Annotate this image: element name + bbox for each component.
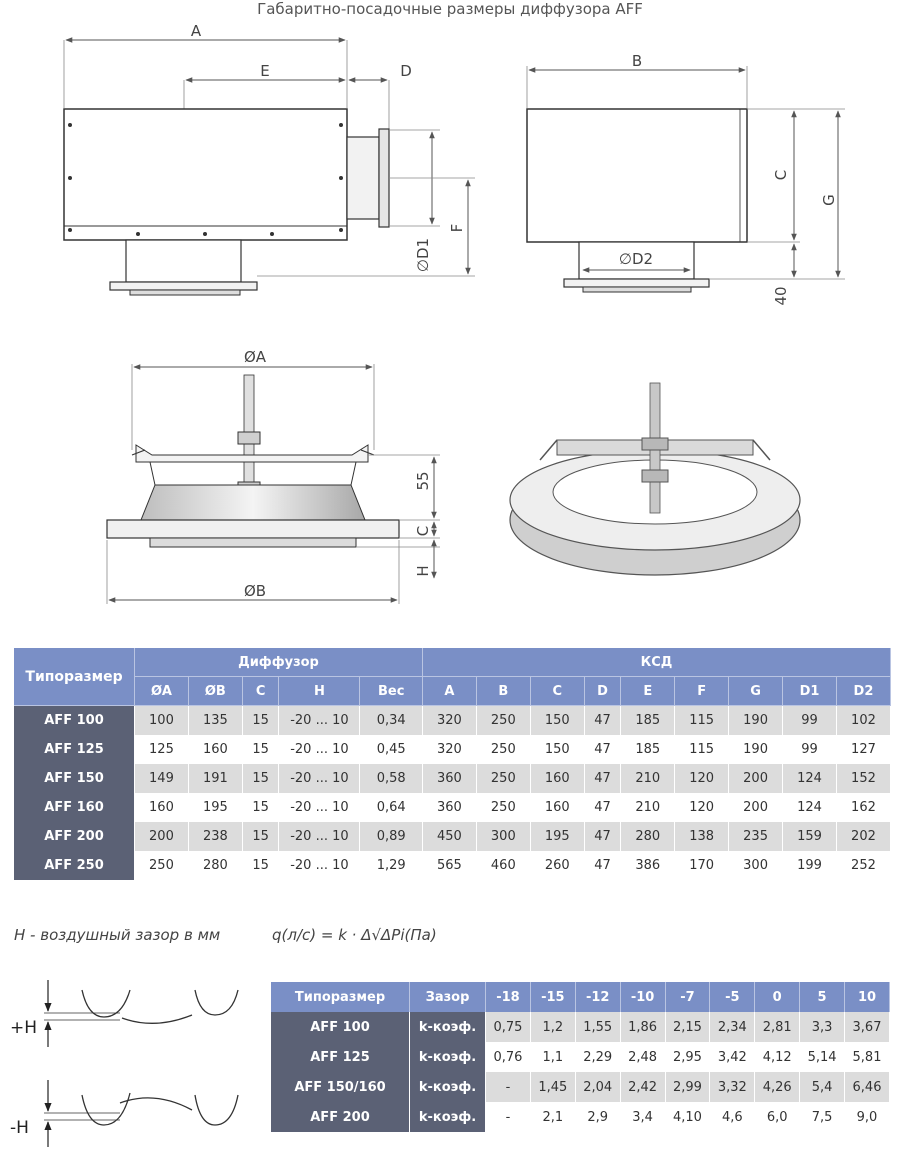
table-cell: 3,67 — [845, 1012, 890, 1042]
col-header: A — [422, 677, 476, 706]
row-size-label: AFF 150/160 — [271, 1072, 410, 1102]
table-cell: 160 — [188, 735, 242, 764]
table-cell: 15 — [242, 764, 279, 793]
table-cell: 15 — [242, 706, 279, 736]
table-cell: 2,9 — [575, 1102, 620, 1132]
dim-f-label: F — [448, 223, 466, 233]
page-title: Габаритно-посадочные размеры диффузора AFF — [257, 0, 643, 18]
diffuser-section-drawing — [107, 364, 440, 604]
table-cell: 124 — [783, 764, 837, 793]
minus-h-label: -H — [10, 1118, 29, 1138]
table-cell: 2,34 — [710, 1012, 755, 1042]
table-cell: 4,10 — [665, 1102, 710, 1132]
row-coef-label: k-коэф. — [410, 1042, 486, 1072]
table-cell: 199 — [783, 851, 837, 880]
col-header: D — [584, 677, 621, 706]
dim-a-label: A — [190, 22, 202, 40]
table-cell: 2,04 — [575, 1072, 620, 1102]
table-cell: 15 — [242, 822, 279, 851]
table-cell: 190 — [729, 735, 783, 764]
table-cell: 162 — [836, 793, 890, 822]
table-cell: -20 ... 10 — [279, 793, 360, 822]
table-cell: 3,4 — [620, 1102, 665, 1132]
table-cell: - — [486, 1072, 531, 1102]
row-size-label: AFF 250 — [14, 851, 135, 880]
table-cell: 15 — [242, 793, 279, 822]
table-cell: 127 — [836, 735, 890, 764]
table-cell: 9,0 — [845, 1102, 890, 1132]
table-cell: 210 — [621, 764, 675, 793]
table-cell: 195 — [188, 793, 242, 822]
gap-note: H - воздушный зазор в мм — [14, 926, 221, 944]
table-cell: 2,42 — [620, 1072, 665, 1102]
table-row — [14, 735, 891, 764]
table-row — [271, 1012, 890, 1042]
dim-e-label: E — [260, 62, 270, 80]
table-cell: 47 — [584, 793, 621, 822]
table-cell: -20 ... 10 — [279, 706, 360, 736]
table-cell: 152 — [836, 764, 890, 793]
table-cell: 250 — [476, 735, 530, 764]
table-cell: 1,1 — [530, 1042, 575, 1072]
table-cell: 0,34 — [360, 706, 423, 736]
dim-b-label: B — [631, 52, 643, 70]
table-cell: 202 — [836, 822, 890, 851]
dim-c-label: C — [772, 169, 790, 181]
table-cell: 1,86 — [620, 1012, 665, 1042]
table-cell: 150 — [530, 735, 584, 764]
table-cell: 3,32 — [710, 1072, 755, 1102]
table-cell: 460 — [476, 851, 530, 880]
table-cell: 170 — [675, 851, 729, 880]
table-cell: 100 — [135, 706, 189, 736]
table-cell: 252 — [836, 851, 890, 880]
table-cell: 320 — [422, 735, 476, 764]
table-cell: 250 — [476, 793, 530, 822]
table-cell: 185 — [621, 735, 675, 764]
table-cell: 191 — [188, 764, 242, 793]
row-coef-label: k-коэф. — [410, 1102, 486, 1132]
table-cell: 260 — [530, 851, 584, 880]
table-cell: 4,26 — [755, 1072, 800, 1102]
dim-phi-b-label: ØB — [243, 582, 267, 600]
table-cell: 280 — [621, 822, 675, 851]
table-cell: 185 — [621, 706, 675, 736]
dim-d2-label: ∅D2 — [618, 250, 654, 268]
table-cell: 1,45 — [530, 1072, 575, 1102]
table-cell: 15 — [242, 735, 279, 764]
table-row — [271, 1042, 890, 1072]
dim-phi-a-label: ØA — [243, 348, 267, 366]
col-header: -12 — [575, 982, 620, 1012]
row-coef-label: k-коэф. — [410, 1012, 486, 1042]
table-cell: 3,3 — [800, 1012, 845, 1042]
table-cell: 120 — [675, 793, 729, 822]
table-cell: - — [486, 1102, 531, 1132]
col-header: D2 — [836, 677, 890, 706]
table-cell: 0,45 — [360, 735, 423, 764]
dimensions-table — [14, 648, 891, 880]
table-cell: 115 — [675, 706, 729, 736]
table-cell: 47 — [584, 764, 621, 793]
flow-formula: q(л/с) = k · Δ√ΔPi(Па) — [272, 926, 437, 944]
table-cell: 99 — [783, 735, 837, 764]
table-cell: 250 — [476, 764, 530, 793]
plus-h-label: +H — [10, 1018, 38, 1038]
table-cell: 2,1 — [530, 1102, 575, 1132]
table-cell: 250 — [135, 851, 189, 880]
table-cell: 99 — [783, 706, 837, 736]
table-cell: 5,4 — [800, 1072, 845, 1102]
col-header: 5 — [800, 982, 845, 1012]
table-row — [14, 851, 891, 880]
table-cell: 124 — [783, 793, 837, 822]
table-cell: 6,0 — [755, 1102, 800, 1132]
table-cell: 360 — [422, 793, 476, 822]
diffuser-3d-view — [510, 383, 800, 575]
header-diffuser: Диффузор — [135, 648, 423, 677]
table-row — [14, 822, 891, 851]
table-cell: -20 ... 10 — [279, 851, 360, 880]
coefficient-table — [271, 982, 890, 1132]
row-size-label: AFF 200 — [271, 1102, 410, 1132]
table-row — [14, 793, 891, 822]
table-cell: 160 — [530, 764, 584, 793]
table-cell: 300 — [729, 851, 783, 880]
col-header: B — [476, 677, 530, 706]
header-ksd: КСД — [422, 648, 890, 677]
col-header: -7 — [665, 982, 710, 1012]
table-cell: 47 — [584, 735, 621, 764]
table-cell: 1,55 — [575, 1012, 620, 1042]
table-cell: 2,29 — [575, 1042, 620, 1072]
table-cell: 200 — [729, 764, 783, 793]
table-cell: 450 — [422, 822, 476, 851]
table-cell: 0,76 — [486, 1042, 531, 1072]
row-size-label: AFF 150 — [14, 764, 135, 793]
table-cell: 47 — [584, 851, 621, 880]
table-row — [271, 1102, 890, 1132]
table-cell: 360 — [422, 764, 476, 793]
col-header: F — [675, 677, 729, 706]
col-header: Вес — [360, 677, 423, 706]
dim-c-section-label: C — [414, 525, 432, 537]
table-cell: 1,29 — [360, 851, 423, 880]
table-cell: 3,42 — [710, 1042, 755, 1072]
table-cell: 115 — [675, 735, 729, 764]
table-cell: 6,46 — [845, 1072, 890, 1102]
col-header: C — [242, 677, 279, 706]
gap-sketches — [0, 975, 260, 1165]
table-cell: 138 — [675, 822, 729, 851]
table-cell: 4,12 — [755, 1042, 800, 1072]
table-cell: 0,89 — [360, 822, 423, 851]
table-cell: 160 — [135, 793, 189, 822]
table-cell: -20 ... 10 — [279, 822, 360, 851]
dim-55-label: 55 — [414, 471, 432, 491]
col-header: -10 — [620, 982, 665, 1012]
dim-40-label: 40 — [772, 286, 790, 306]
dim-g-label: G — [820, 194, 838, 206]
table-cell: 160 — [530, 793, 584, 822]
table-cell: 2,48 — [620, 1042, 665, 1072]
col-header: H — [279, 677, 360, 706]
col-header: G — [729, 677, 783, 706]
table-cell: 149 — [135, 764, 189, 793]
col-header: D1 — [783, 677, 837, 706]
table-cell: 280 — [188, 851, 242, 880]
table-cell: 135 — [188, 706, 242, 736]
table-cell: 565 — [422, 851, 476, 880]
col-header: 10 — [845, 982, 890, 1012]
row-size-label: AFF 100 — [271, 1012, 410, 1042]
table-cell: 210 — [621, 793, 675, 822]
col-header: E — [621, 677, 675, 706]
table-cell: 120 — [675, 764, 729, 793]
table-cell: 200 — [729, 793, 783, 822]
table-cell: -20 ... 10 — [279, 735, 360, 764]
table-row — [271, 1072, 890, 1102]
table-cell: 5,14 — [800, 1042, 845, 1072]
table-cell: 159 — [783, 822, 837, 851]
table-cell: 0,75 — [486, 1012, 531, 1042]
table-cell: 235 — [729, 822, 783, 851]
col-header: ØA — [135, 677, 189, 706]
table-cell: 47 — [584, 706, 621, 736]
table-cell: 200 — [135, 822, 189, 851]
col-header: Зазор — [410, 982, 486, 1012]
table-cell: 2,95 — [665, 1042, 710, 1072]
table-cell: 238 — [188, 822, 242, 851]
front-view-drawing — [527, 66, 845, 292]
table-cell: 250 — [476, 706, 530, 736]
table-cell: 102 — [836, 706, 890, 736]
table-cell: 320 — [422, 706, 476, 736]
col-header: C — [530, 677, 584, 706]
table-cell: 0,58 — [360, 764, 423, 793]
table-cell: 1,2 — [530, 1012, 575, 1042]
table-cell: 300 — [476, 822, 530, 851]
row-size-label: AFF 100 — [14, 706, 135, 736]
table-cell: 5,81 — [845, 1042, 890, 1072]
row-size-label: AFF 200 — [14, 822, 135, 851]
table-row — [14, 706, 891, 736]
table-cell: 386 — [621, 851, 675, 880]
table-cell: 2,15 — [665, 1012, 710, 1042]
row-size-label: AFF 125 — [14, 735, 135, 764]
table-cell: 47 — [584, 822, 621, 851]
table-cell: 195 — [530, 822, 584, 851]
row-size-label: AFF 125 — [271, 1042, 410, 1072]
col-header: -5 — [710, 982, 755, 1012]
row-size-label: AFF 160 — [14, 793, 135, 822]
table-cell: 2,99 — [665, 1072, 710, 1102]
dim-d1-label: ∅D1 — [414, 237, 432, 273]
table-cell: 0,64 — [360, 793, 423, 822]
col-header: Типоразмер — [271, 982, 410, 1012]
row-coef-label: k-коэф. — [410, 1072, 486, 1102]
table-row — [14, 764, 891, 793]
table-cell: 190 — [729, 706, 783, 736]
table-cell: 7,5 — [800, 1102, 845, 1132]
table-cell: 4,6 — [710, 1102, 755, 1132]
table-cell: 15 — [242, 851, 279, 880]
col-header: ØB — [188, 677, 242, 706]
table-cell: 150 — [530, 706, 584, 736]
col-header: -18 — [486, 982, 531, 1012]
dim-d-label: D — [400, 62, 412, 80]
col-header: 0 — [755, 982, 800, 1012]
dim-h-label: H — [414, 565, 432, 577]
col-header: -15 — [530, 982, 575, 1012]
table-cell: 125 — [135, 735, 189, 764]
header-size: Типоразмер — [14, 648, 135, 706]
table-cell: 2,81 — [755, 1012, 800, 1042]
table-cell: -20 ... 10 — [279, 764, 360, 793]
